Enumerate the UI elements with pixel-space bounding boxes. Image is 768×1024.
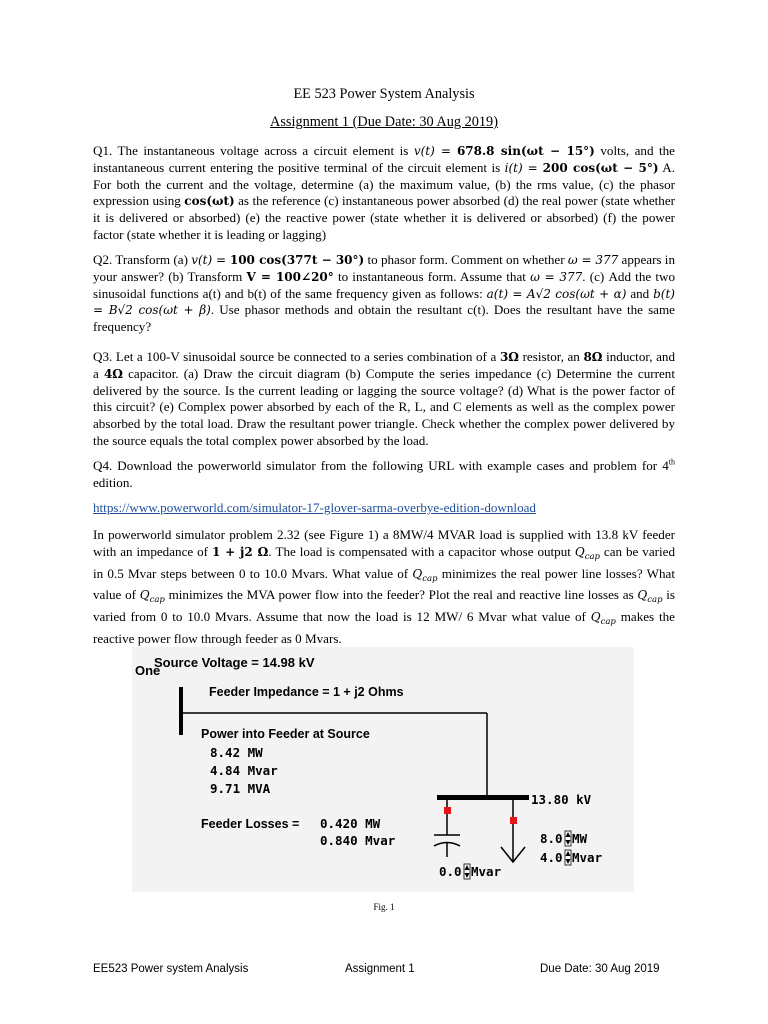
loss-mvar-value: 0.840 Mvar bbox=[320, 833, 396, 848]
power-mvar-value: 4.84 Mvar bbox=[210, 763, 278, 778]
oneline-svg bbox=[132, 647, 634, 892]
load-bus-bar bbox=[437, 795, 529, 800]
question-1: Q1. The instantaneous voltage across a circuit element is v(t) = 678.8 sin(ωt − 15°) volts, and the instantaneous current entering the positive terminal of the circuit element is i(t) = 200 cos(ωt − 5°) A. For both the current and the voltage, determine (a) the maximum value, (b) the rms value, (c) the phasor expression using cos(ωt) as the reference (c) instantaneous power absorbed (d) the real power (state whether it is delivered or absorbed) (e) the reactive power (state whether it is delivered or absorbed) (f) the power factor (state whether it is leading or lagging) bbox=[93, 143, 676, 242]
feeder-losses-label: Feeder Losses = bbox=[201, 817, 300, 831]
figure-1-oneline-diagram bbox=[132, 647, 634, 892]
power-mw-value: 8.42 MW bbox=[210, 745, 263, 760]
bus-one-label: One bbox=[135, 663, 161, 678]
figure-caption: Fig. 1 bbox=[373, 902, 395, 912]
question-2: Q2. Transform (a) v(t) = 100 cos(377t − 30°) to phasor form. Comment on whether ω = 377 appears in your answer? (b) Transform V = 100∠20° to instantaneous form. Assume that ω = 377. (c) Add the two sinusoidal functions a(t) and b(t) of the same frequency given as follows: a(t) = A√2 cos(ωt + α) and b(t) = B√2 cos(ωt + β). Use phasor methods and obtain the resultant c(t). Does the resultant have the same frequency? bbox=[93, 252, 675, 335]
feeder-impedance-label: Feeder Impedance = 1 + j2 Ohms bbox=[209, 685, 404, 699]
source-bus-bar bbox=[179, 687, 183, 735]
assignment-title: Assignment 1 (Due Date: 30 Aug 2019) bbox=[270, 114, 498, 130]
loss-mw-value: 0.420 MW bbox=[320, 816, 381, 831]
capacitor-breaker[interactable] bbox=[444, 807, 451, 814]
load-mvar-value[interactable]: 4.0 bbox=[540, 850, 563, 865]
download-link[interactable]: https://www.powerworld.com/simulator-17-glover-sarma-overbye-edition-download bbox=[93, 500, 536, 515]
footer-course: EE523 Power system Analysis bbox=[93, 963, 249, 975]
footer-due-date: Due Date: 30 Aug 2019 bbox=[540, 963, 660, 975]
problem-statement: In powerworld simulator problem 2.32 (see Figure 1) a 8MW/4 MVAR load is supplied with 13.8 kV feeder with an impedance of 1 + j2 Ω. The load is compensated with a capacitor whose output $Q_{cap}$ can be varied in 0.5 Mvar steps between 0 to 10.0 Mvars. What value of $Q_{cap}$ minimizes the real power line losses? What value of $Q_{cap}$ minimizes the MVA power flow into the feeder? Plot the real and reactive line losses as $Q_{cap}$ is varied from 0 to 10.0 Mvars. Assume that now the load is 12 MW/ 6 Mvar what value of $Q_{cap}$ makes the reactive power flow through feeder as 0 Mvars. bbox=[93, 527, 676, 646]
capacitor-value[interactable]: 0.0 bbox=[439, 864, 462, 879]
bus-voltage-value: 13.80 kV bbox=[531, 792, 592, 807]
load-mw-unit: MW bbox=[572, 831, 588, 846]
load-mvar-unit: Mvar bbox=[572, 850, 603, 865]
capacitor-unit: Mvar bbox=[471, 864, 502, 879]
footer-assignment: Assignment 1 bbox=[345, 963, 415, 975]
load-breaker[interactable] bbox=[510, 817, 517, 824]
course-title: EE 523 Power System Analysis bbox=[293, 86, 475, 102]
question-3: Q3. Let a 100-V sinusoidal source be connected to a series combination of a 3Ω resistor, an 8Ω inductor, and a 4Ω capacitor. (a) Draw the circuit diagram (b) Compute the series impedance (c) Determine the current delivered by the source. Is the current leading or lagging the source voltage? (d) What is the power factor of this circuit? (e) Complex power absorbed by each of the R, L, and C elements as well as the complex power absorbed by the total load. Draw the resultant power triangle. Check whether the complex power delivered by the source equals the total complex power absorbed by the load. bbox=[93, 349, 675, 448]
load-mw-value[interactable]: 8.0 bbox=[540, 831, 563, 846]
power-into-feeder-label: Power into Feeder at Source bbox=[201, 727, 370, 741]
load-mvar-spinner[interactable] bbox=[565, 850, 571, 865]
capacitor-spinner[interactable] bbox=[464, 864, 470, 879]
power-mva-value: 9.71 MVA bbox=[210, 781, 271, 796]
question-4: Q4. Download the powerworld simulator from the following URL with example cases and problem for 4th edition. bbox=[93, 457, 675, 490]
source-voltage-label: Source Voltage = 14.98 kV bbox=[154, 655, 315, 670]
load-mw-spinner[interactable] bbox=[565, 831, 571, 846]
